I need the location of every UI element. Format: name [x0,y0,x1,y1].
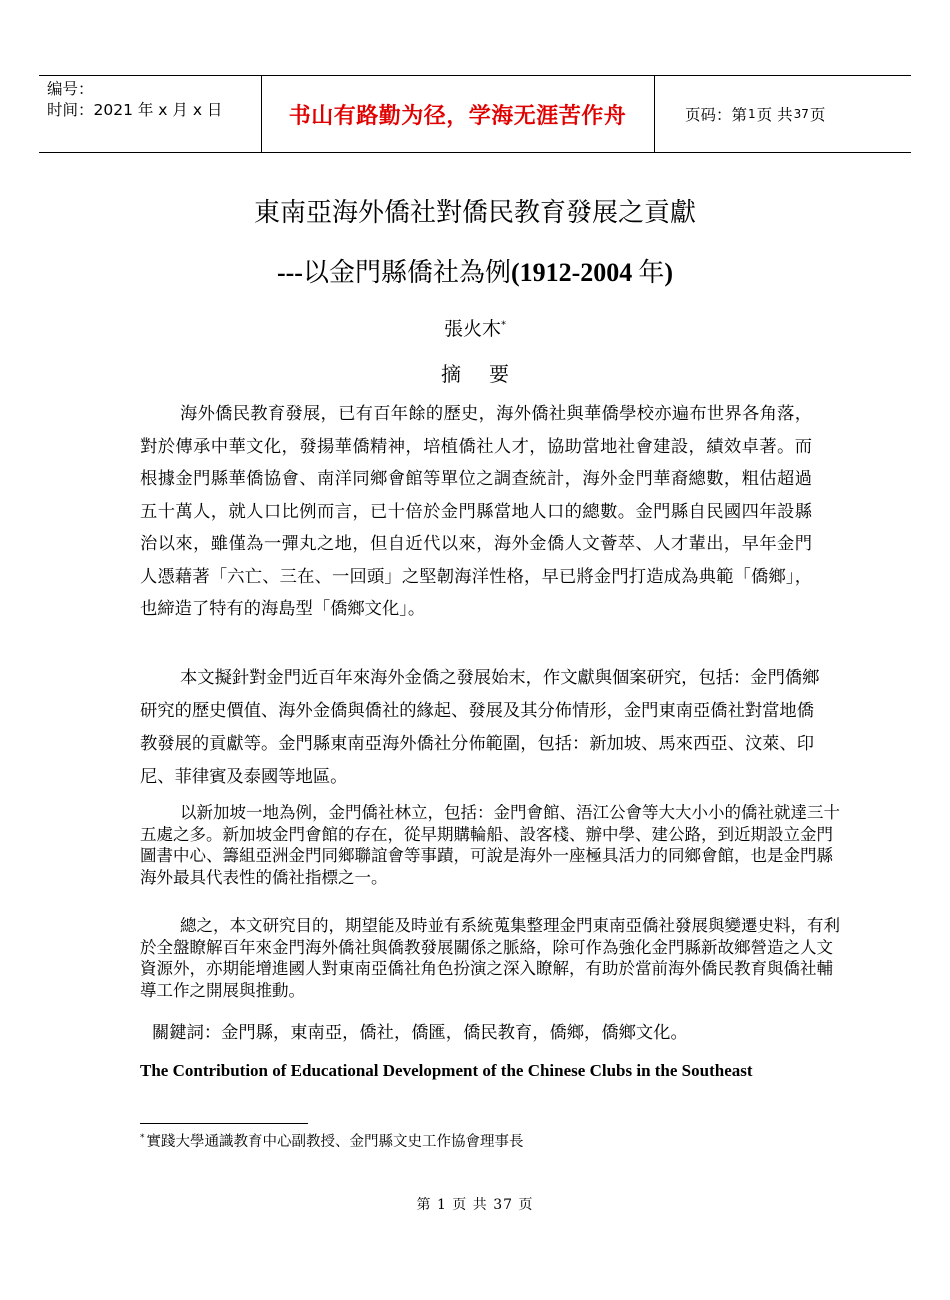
page-footer: 第 1 页 共 37 页 [416,1197,534,1213]
abstract-paragraph-1: 海外僑民教育發展，已有百年餘的歷史，海外僑社與華僑學校亦遍布世界各角落，對於傳承中華文化，發揚華僑精神，培植僑社人才，協助當地社會建設，績效卓著。而根據金門縣華僑協會、南洋同鄉會館等單位之調查統計，海外金門華裔總數，粗估超過五十萬人，就人口比例而言，已十倍於金門縣當地人口的總數。金門縣自民國四年設縣治以來，雖僅為一彈丸之地，但自近代以來，海外金僑人文薈萃、人才輩出，早年金門人憑藉著「六亡、三在、一回頭」之堅韌海洋性格，早已將金門打造成為典範「僑鄉」，也締造了特有的海島型「僑鄉文化」。 [140,404,812,619]
header-motto: 书山有路勤为径，学海无涯苦作舟 [288,103,627,129]
page-total: 37 [793,107,809,121]
author-footnote-mark: * [501,319,506,331]
abstract-heading: 摘要 [441,362,537,386]
page-suffix: 页 [809,106,826,124]
header-meta [47,79,222,121]
english-title: The Contribution of Educational Development of the Chinese Clubs in the Southeast [140,1061,753,1080]
subtitle-close: ) [664,258,673,287]
abstract-paragraph-3: 以新加坡一地為例，金門僑社林立，包括：金門會館、浯江公會等大大小小的僑社就達三十五處之多。新加坡金門會館的存在，從早期購輪船、設客棧、辦中學、建公路，到近期設立金門圖書中心、籌組亞洲金門同鄉聯誼會等事蹟，可說是海外一座極具活力的同鄉會館，也是金門縣海外最具代表性的僑社指標之一。 [140,803,840,887]
header-divider-right [654,76,655,152]
document-header [39,75,911,153]
page-prefix: 页码：第 [685,106,748,124]
subtitle-years: (1912-2004 [510,258,633,287]
serial-label: 编号： [47,80,94,98]
abstract-paragraph-4: 總之，本文研究目的，期望能及時並有系統蒐集整理金門東南亞僑社發展與變遷史料，有利於全盤瞭解百年來金門海外僑社與僑教發展關係之脈絡，除可作為強化金門縣新故鄉營造之人文資源外，亦期能增進國人對東南亞僑社角色扮演之深入瞭解，有助於當前海外僑民教育與僑社輔導工作之開展與推動。 [140,916,840,1000]
header-page-counter [685,76,825,152]
footnote-text: 實踐大學通識教育中心副教授、金門縣文史工作協會理事長 [146,1134,524,1150]
page-number: 1 [748,107,756,121]
keywords: 關鍵詞：金門縣，東南亞，僑社，僑匯，僑民教育，僑鄉，僑鄉文化。 [152,1023,688,1043]
document-title: 東南亞海外僑社對僑民教育發展之貢獻 [253,198,696,228]
subtitle-dashes: --- [276,258,303,287]
page-mid: 页 共 [756,106,793,124]
document-subtitle [0,252,950,289]
footnote-mark: * [140,1133,145,1144]
abstract-paragraph-2: 本文擬針對金門近百年來海外金僑之發展始末，作文獻與個案研究，包括：金門僑鄉研究的歷史價值、海外金僑與僑社的緣起、發展及其分佈情形，金門東南亞僑社對當地僑教發展的貢獻等。金門縣東南亞海外僑社分佈範圍，包括：新加坡、馬來西亞、汶萊、印尼、菲律賓及泰國等地區。 [140,668,820,787]
author [0,314,950,341]
date-text: 时间：2021 年 x 月 x 日 [47,101,223,119]
footnote-rule [140,1123,308,1124]
subtitle-nian: 年 [638,258,665,288]
footnote [140,1130,524,1151]
author-name: 張火木 [443,318,501,340]
subtitle-cjk: 以金門縣僑社為例 [302,258,511,288]
